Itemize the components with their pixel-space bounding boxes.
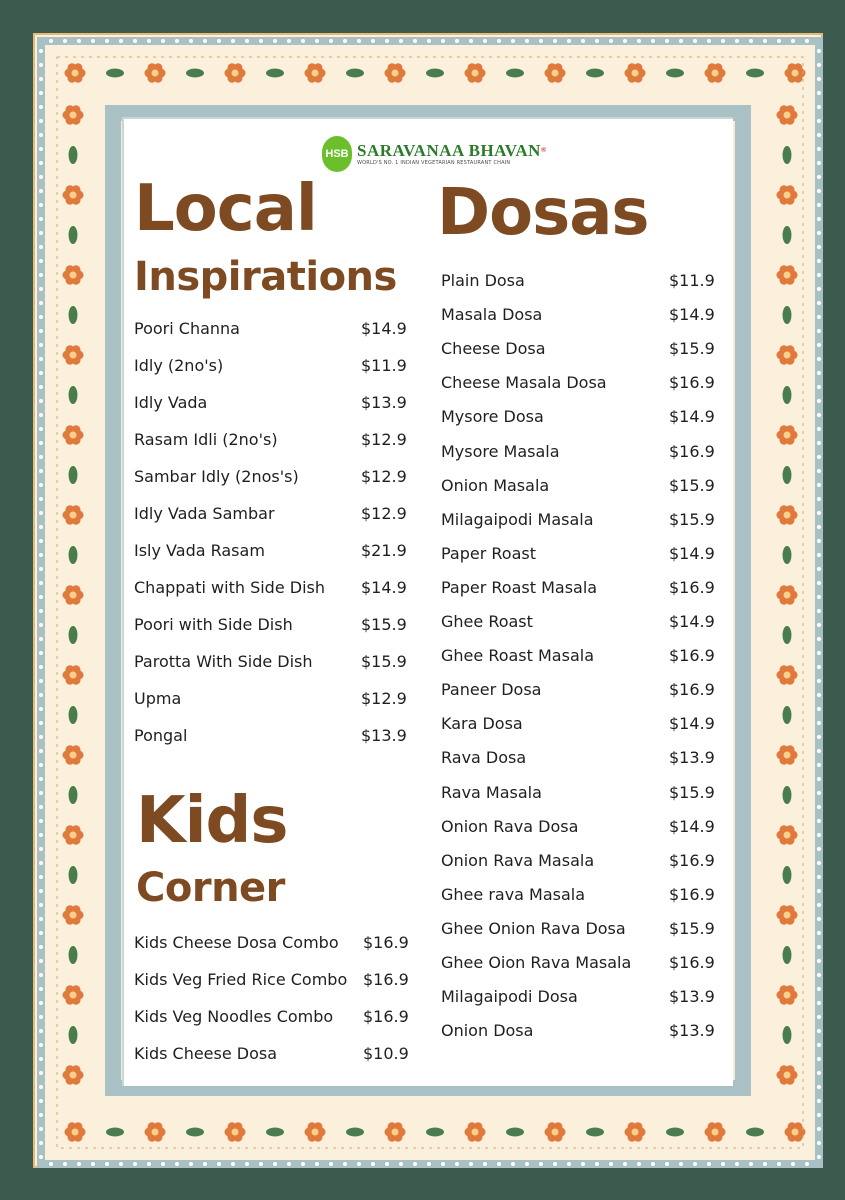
leaf-icon [69, 386, 78, 404]
menu-item-name: Milagaipodi Dosa [441, 987, 578, 1007]
flower-icon [63, 585, 84, 604]
menu-item-price: $14.9 [669, 714, 715, 734]
leaf-icon [783, 786, 792, 804]
menu-item-name: Idly Vada [134, 393, 208, 412]
flower-icon [545, 1122, 566, 1141]
leaf-icon [346, 69, 364, 78]
leaf-icon [783, 626, 792, 644]
menu-item-price: $12.9 [361, 467, 407, 486]
menu-item-price: $15.9 [669, 339, 715, 359]
flower-icon [63, 1065, 84, 1084]
menu-item-name: Cheese Masala Dosa [441, 373, 607, 393]
menu-item-price: $15.9 [361, 615, 407, 634]
brand-tagline: WORLD'S NO. 1 INDIAN VEGETARIAN RESTAURANT CHAIN [357, 160, 511, 166]
hsb-logo-icon: HSB [322, 136, 352, 172]
leaf-icon [506, 69, 524, 78]
menu-item-price: $13.9 [669, 987, 715, 1007]
flower-icon [63, 425, 84, 444]
menu-item-name: Upma [134, 689, 182, 708]
leaf-icon [586, 69, 604, 78]
menu-item-name: Rava Masala [441, 782, 542, 802]
menu-item-name: Idly Vada Sambar [134, 504, 275, 523]
menu-item-name: Chappati with Side Dish [134, 578, 325, 597]
leaf-icon [106, 69, 124, 78]
flower-icon [63, 745, 84, 764]
menu-item-price: $16.9 [669, 441, 715, 461]
menu-item-name: Paper Roast Masala [441, 577, 598, 597]
leaf-icon [106, 1128, 124, 1137]
leaf-icon [783, 466, 792, 484]
leaf-icon [426, 69, 444, 78]
brand-name: SARAVANAA BHAVAN® [357, 141, 547, 160]
menu-item-name: Isly Vada Rasam [134, 541, 265, 560]
menu-item-name: Kids Veg Fried Rice Combo [134, 970, 348, 989]
flower-icon [385, 63, 406, 82]
menu-item-price: $15.9 [669, 475, 715, 495]
flower-icon [65, 63, 86, 82]
dosas-title: Dosas [437, 176, 649, 250]
flower-icon [777, 185, 798, 204]
menu-item-name: Poori Channa [134, 319, 240, 338]
menu-item-price: $14.9 [361, 319, 407, 338]
menu-item-price: $12.9 [361, 689, 407, 708]
leaf-icon [69, 1026, 78, 1044]
leaf-icon [783, 946, 792, 964]
menu-item-price: $16.9 [669, 577, 715, 597]
menu-item-price: $16.9 [363, 1007, 409, 1026]
leaf-icon [783, 226, 792, 244]
menu-item-price: $13.9 [361, 393, 407, 412]
menu-item-price: $14.9 [669, 407, 715, 427]
flower-icon [777, 905, 798, 924]
leaf-icon [69, 306, 78, 324]
menu-item-name: Kids Veg Noodles Combo [134, 1007, 334, 1026]
menu-item-name: Onion Dosa [441, 1021, 534, 1041]
flower-icon [63, 665, 84, 684]
menu-item-name: Mysore Dosa [441, 407, 544, 427]
flower-icon [785, 1122, 806, 1141]
leaf-icon [783, 386, 792, 404]
flower-icon [777, 1065, 798, 1084]
menu-item-name: Pongal [134, 726, 188, 745]
flower-icon [63, 905, 84, 924]
leaf-icon [506, 1128, 524, 1137]
menu-item-price: $15.9 [669, 918, 715, 938]
leaf-icon [69, 226, 78, 244]
flower-icon [777, 105, 798, 124]
flower-icon [63, 105, 84, 124]
menu-item-name: Milagaipodi Masala [441, 509, 594, 529]
leaf-icon [186, 1128, 204, 1137]
menu-item-name: Kids Cheese Dosa [134, 1044, 278, 1063]
leaf-icon [69, 466, 78, 484]
leaf-icon [69, 146, 78, 164]
menu-item-price: $13.9 [669, 1021, 715, 1041]
leaf-icon [426, 1128, 444, 1137]
flower-icon [777, 265, 798, 284]
menu-item-name: Ghee Onion Rava Dosa [441, 918, 626, 938]
flower-icon [65, 1122, 86, 1141]
flower-icon [777, 425, 798, 444]
flower-icon [465, 63, 486, 82]
menu-item-name: Masala Dosa [441, 305, 543, 325]
flower-icon [305, 63, 326, 82]
menu-item-name: Ghee Roast [441, 612, 533, 631]
local-subtitle: Inspirations [134, 254, 397, 300]
flower-icon [777, 665, 798, 684]
menu-item-price: $16.9 [669, 850, 715, 870]
flower-icon [63, 185, 84, 204]
menu-item-name: Sambar Idly (2nos's) [134, 467, 299, 486]
menu-item-name: Mysore Masala [441, 441, 560, 461]
flower-icon [777, 345, 798, 364]
leaf-icon [69, 706, 78, 724]
flower-icon [63, 985, 84, 1004]
flower-icon [777, 985, 798, 1004]
flower-icon [63, 505, 84, 524]
menu-item-price: $12.9 [361, 504, 407, 523]
menu-item-price: $14.9 [669, 612, 715, 631]
flower-icon [777, 745, 798, 764]
flower-icon [777, 825, 798, 844]
menu-item-name: Rava Dosa [441, 748, 527, 768]
leaf-icon [783, 706, 792, 724]
menu-item-price: $14.9 [669, 816, 715, 836]
menu-item-name: Onion Rava Dosa [441, 816, 579, 836]
leaf-icon [783, 306, 792, 324]
menu-item-price: $12.9 [361, 430, 407, 449]
leaf-icon [266, 1128, 284, 1137]
menu-item-name: Ghee Oion Rava Masala [441, 953, 632, 972]
menu-item-price: $11.9 [361, 356, 407, 375]
menu-item-name: Plain Dosa [441, 271, 525, 290]
menu-item-price: $11.9 [669, 271, 715, 290]
menu-item-price: $15.9 [361, 652, 407, 671]
leaf-icon [186, 69, 204, 78]
flower-icon [145, 63, 166, 82]
leaf-icon [69, 946, 78, 964]
flower-icon [63, 265, 84, 284]
flower-icon [777, 505, 798, 524]
menu-item-price: $14.9 [669, 543, 715, 563]
leaf-icon [69, 626, 78, 644]
menu-item-name: Parotta With Side Dish [134, 652, 313, 671]
leaf-icon [69, 866, 78, 884]
menu-item-price: $16.9 [363, 970, 409, 989]
brand-logo [322, 134, 547, 174]
menu-item-name: Paneer Dosa [441, 680, 542, 700]
flower-icon [545, 63, 566, 82]
flower-icon [63, 825, 84, 844]
menu-item-price: $16.9 [669, 680, 715, 700]
leaf-icon [266, 69, 284, 78]
menu-item-price: $13.9 [669, 748, 715, 768]
flower-icon [225, 1122, 246, 1141]
registered-mark: ® [540, 146, 547, 154]
menu-item-price: $16.9 [669, 646, 715, 666]
menu-item-price: $15.9 [669, 782, 715, 802]
leaf-icon [746, 1128, 764, 1137]
menu-item-name: Ghee rava Masala [441, 884, 586, 904]
flower-icon [705, 63, 726, 82]
menu-item-price: $21.9 [361, 541, 407, 560]
menu-item-price: $10.9 [363, 1044, 409, 1063]
leaf-icon [346, 1128, 364, 1137]
flower-icon [785, 63, 806, 82]
menu-item-name: Kids Cheese Dosa Combo [134, 933, 339, 952]
leaf-icon [69, 546, 78, 564]
menu-item-name: Idly (2no's) [134, 356, 224, 375]
menu-item-name: Paper Roast [441, 543, 536, 563]
flower-icon [625, 63, 646, 82]
flower-icon [385, 1122, 406, 1141]
menu-item-name: Poori with Side Dish [134, 615, 293, 634]
menu-item-name: Onion Masala [441, 475, 550, 495]
menu-item-price: $15.9 [669, 509, 715, 529]
flower-icon [145, 1122, 166, 1141]
flower-icon [705, 1122, 726, 1141]
flower-icon [465, 1122, 486, 1141]
leaf-icon [666, 69, 684, 78]
menu-item-price: $16.9 [669, 953, 715, 972]
leaf-icon [586, 1128, 604, 1137]
menu-item-price: $16.9 [669, 373, 715, 393]
flower-icon [777, 585, 798, 604]
leaf-icon [783, 546, 792, 564]
menu-item-price: $16.9 [669, 884, 715, 904]
flower-icon [225, 63, 246, 82]
flower-icon [625, 1122, 646, 1141]
leaf-icon [69, 786, 78, 804]
menu-item-price: $14.9 [669, 305, 715, 325]
menu-item-name: Rasam Idli (2no's) [134, 430, 278, 449]
kids-subtitle: Corner [136, 865, 285, 911]
leaf-icon [783, 146, 792, 164]
menu-item-price: $13.9 [361, 726, 407, 745]
menu-item-price: $16.9 [363, 933, 409, 952]
flower-icon [63, 345, 84, 364]
kids-title: Kids [136, 784, 288, 858]
flower-icon [305, 1122, 326, 1141]
leaf-icon [783, 866, 792, 884]
leaf-icon [666, 1128, 684, 1137]
menu-item-name: Cheese Dosa [441, 339, 546, 359]
menu-item-name: Ghee Roast Masala [441, 646, 594, 666]
menu-item-name: Onion Rava Masala [441, 850, 595, 870]
leaf-icon [783, 1026, 792, 1044]
menu-item-name: Kara Dosa [441, 714, 523, 734]
leaf-icon [746, 69, 764, 78]
local-title: Local [134, 172, 317, 246]
menu-item-price: $14.9 [361, 578, 407, 597]
